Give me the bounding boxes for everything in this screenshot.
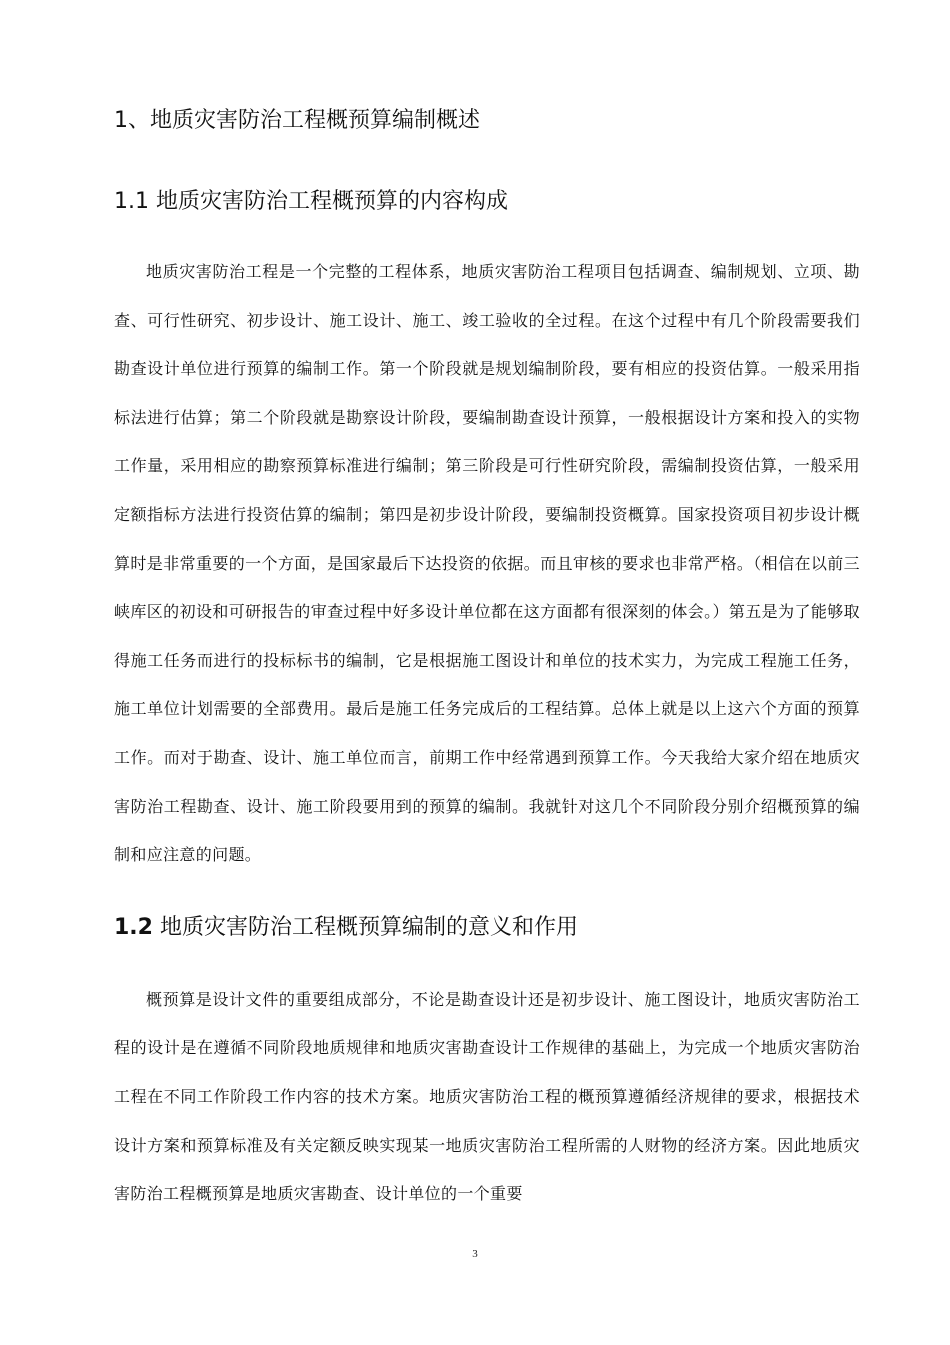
page-number: 3 (472, 1248, 478, 1260)
section-1-2-paragraph: 概预算是设计文件的重要组成部分，不论是勘查设计还是初步设计、施工图设计，地质灾害防治工程的设计是在遵循不同阶段地质规律和地质灾害勘查设计工作规律的基础上，为完成一个地质灾害防治工程在不同工作阶段工作内容的技术方案。地质灾害防治工程的概预算遵循经济规律的要求，根据技术设计方案和预算标准及有关定额反映实现某一地质灾害防治工程所需的人财物的经济方案。因此地质灾害防治工程概预算是地质灾害勘查、设计单位的一个重要 (114, 989, 860, 1204)
section-title: 地质灾害防治工程概预算编制的意义和作用 (159, 914, 578, 940)
section-title: 地质灾害防治工程概预算的内容构成 (156, 189, 509, 214)
section-heading-1-1 (114, 173, 860, 231)
chapter-heading: 1、地质灾害防治工程概预算编制概述 (114, 108, 480, 133)
section-1-1-paragraph: 地质灾害防治工程是一个完整的工程体系，地质灾害防治工程项目包括调查、编制规划、立项、勘查、可行性研究、初步设计、施工设计、施工、竣工验收的全过程。在这个过程中有几个阶段需要我们勘查设计单位进行预算的编制工作。第一个阶段就是规划编制阶段，要有相应的投资估算。一般采用指标法进行估算；第二个阶段就是勘察设计阶段，要编制勘查设计预算，一般根据设计方案和投入的实物工作量，采用相应的勘察预算标准进行编制；第三阶段是可行性研究阶段，需编制投资估算，一般采用定额指标方法进行投资估算的编制；第四是初步设计阶段，要编制投资概算。国家投资项目初步设计概算时是非常重要的一个方面，是国家最后下达投资的依据。而且审核的要求也非常严格。（相信在以前三峡库区的初设和可研报告的审查过程中好多设计单位都在这方面都有很深刻的体会。）第五是为了能够取得施工任务而进行的投标标书的编制，它是根据施工图设计和单位的技术实力，为完成工程施工任务，施工单位计划需要的全部费用。最后是施工任务完成后的工程结算。总体上就是以上这六个方面的预算工作。而对于勘查、设计、施工单位而言，前期工作中经常遇到预算工作。今天我给大家介绍在地质灾害防治工程勘查、设计、施工阶段要用到的预算的编制。我就针对这几个不同阶段分别介绍概预算的编制和应注意的问题。 (114, 262, 860, 865)
section-heading-1-2 (114, 899, 860, 957)
page-content (114, 92, 860, 1219)
section-number: 1.1 (114, 189, 149, 214)
section-number: 1.2 (114, 914, 153, 940)
